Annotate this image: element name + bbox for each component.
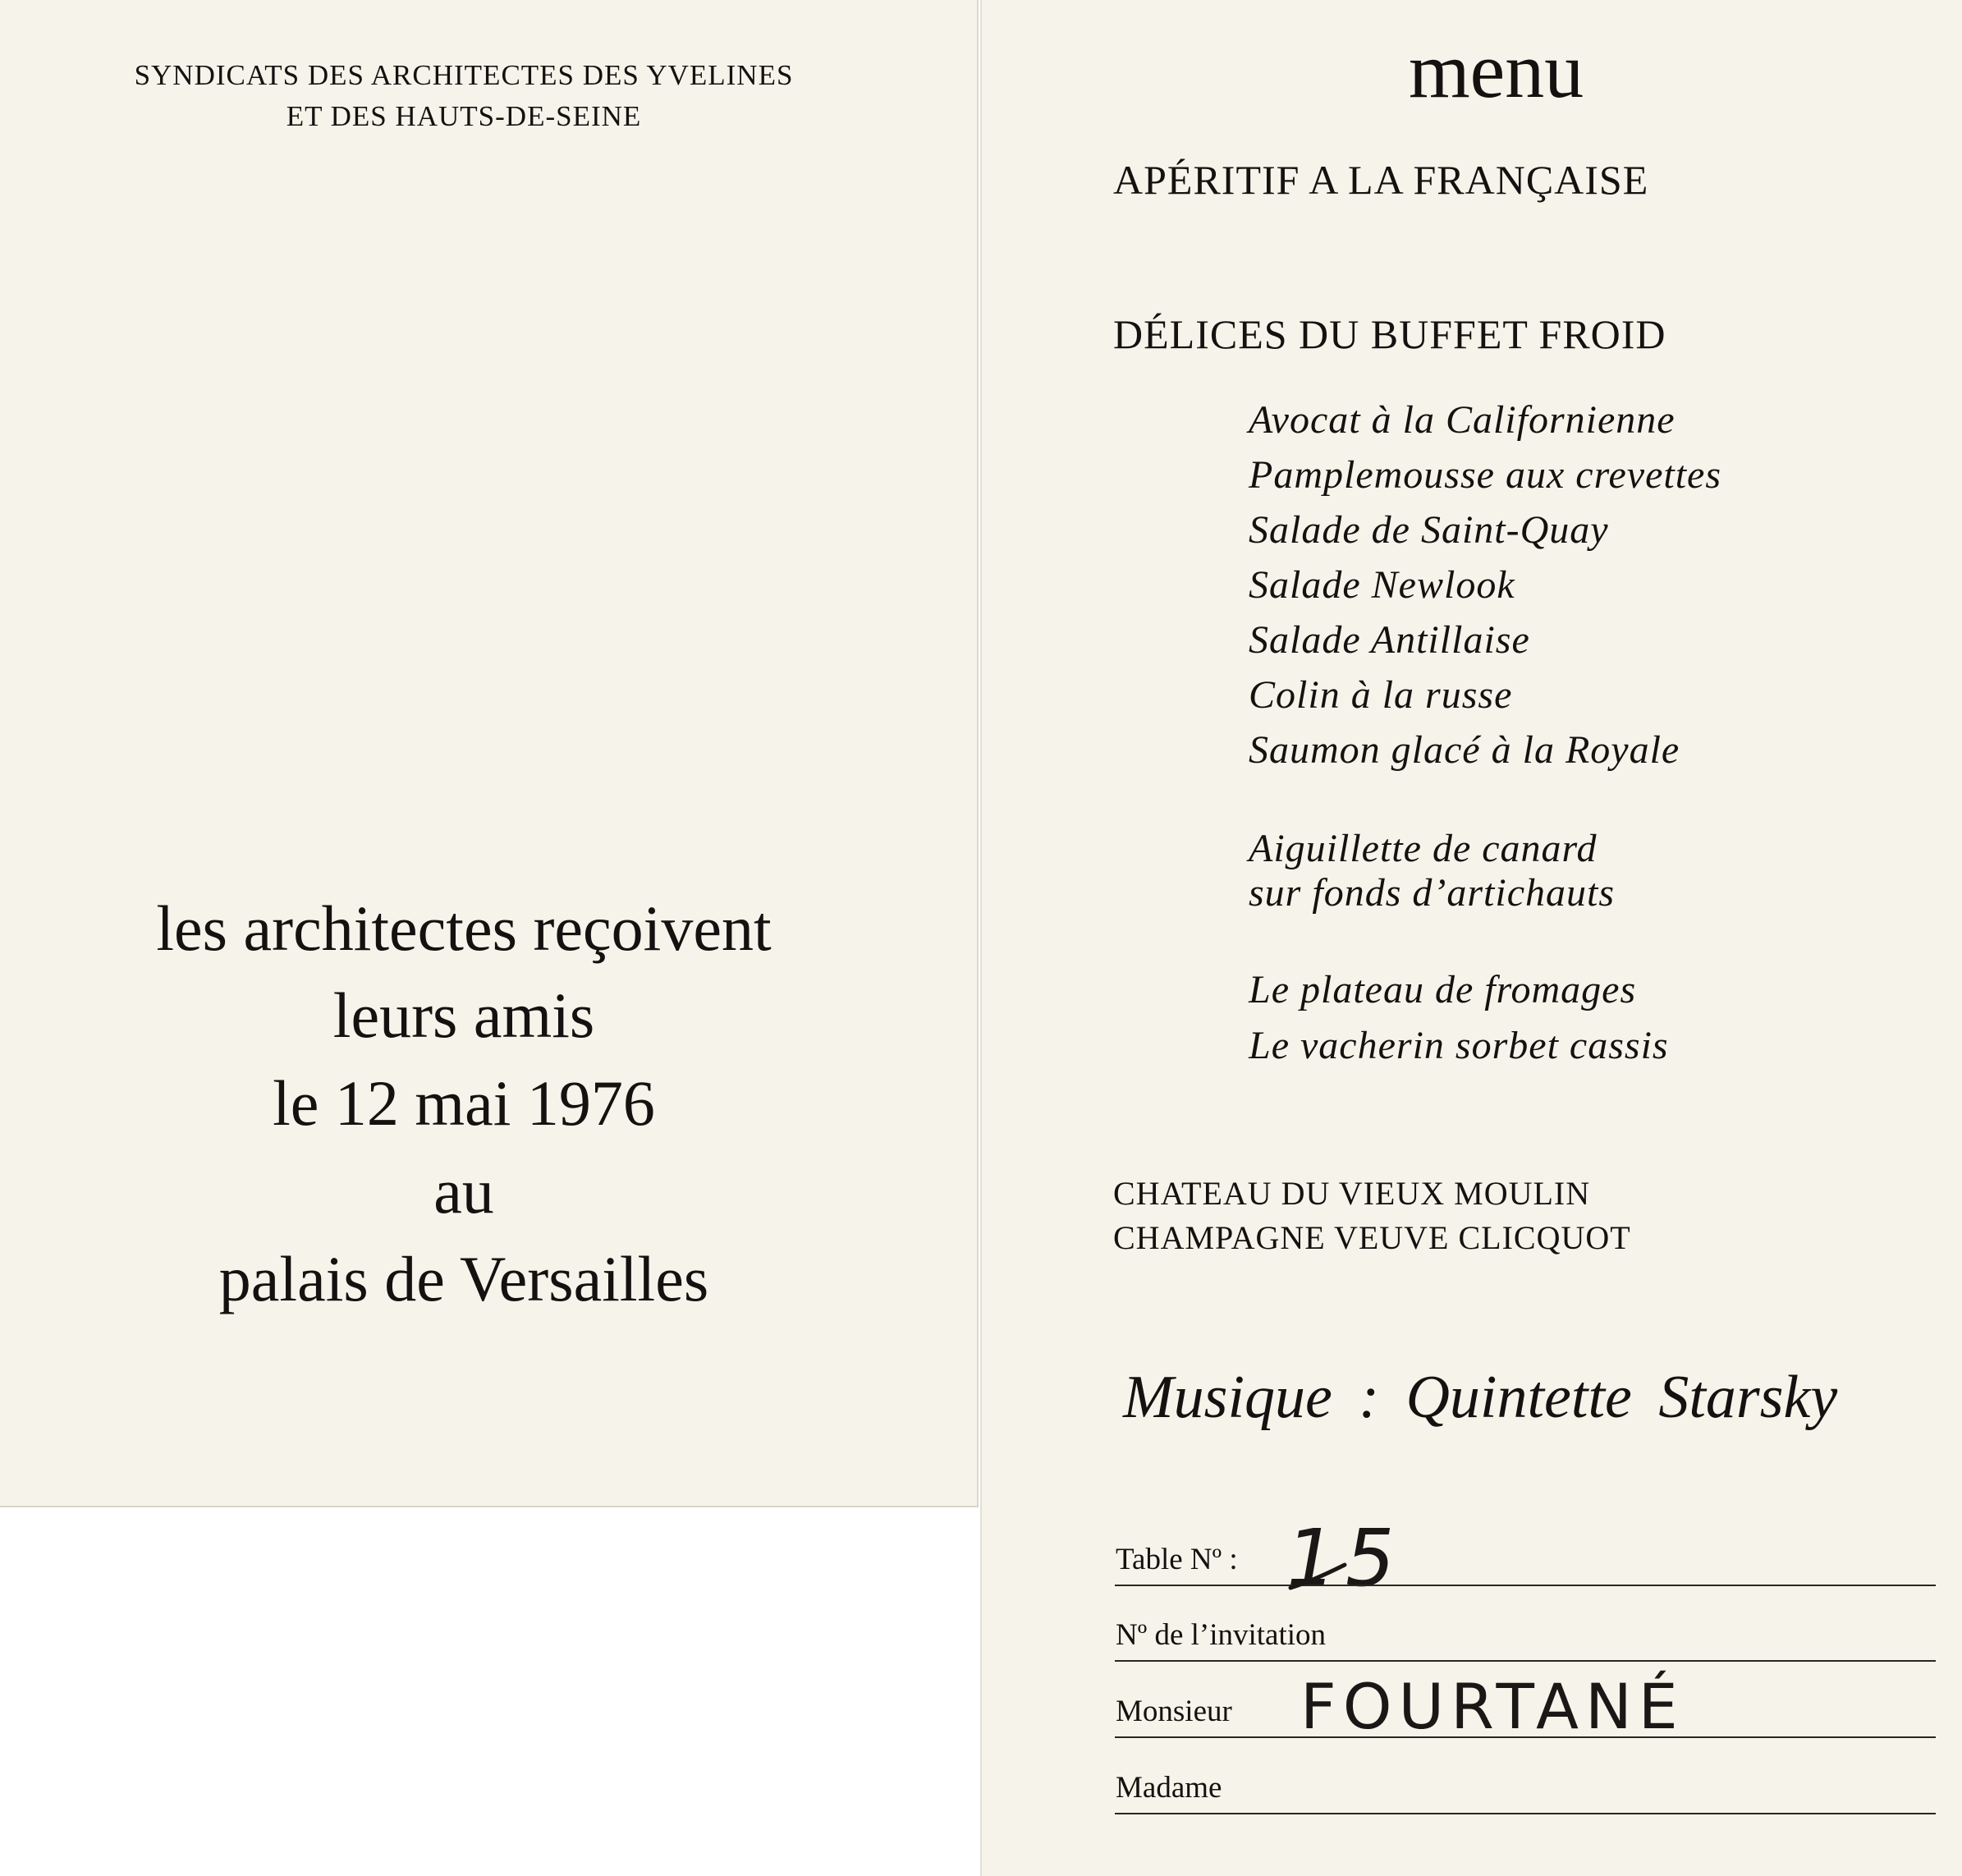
dessert-item: Le vacherin sorbet cassis (1249, 1024, 1669, 1067)
invitation-line-venue: palais de Versailles (218, 1243, 709, 1314)
invitation-line-hosts: les architectes reçoivent (156, 892, 772, 964)
table-number-value: 15 (1277, 1512, 1414, 1604)
monsieur-label: Monsieur (1116, 1695, 1232, 1728)
buffet-item: Pamplemousse aux crevettes (1249, 453, 1722, 497)
handwritten-stroke-icon (1287, 1560, 1353, 1593)
invitation-line-at: au (433, 1155, 494, 1227)
menu-title: menu (1409, 26, 1584, 114)
buffet-item: Salade Newlook (1249, 563, 1515, 607)
monsieur-line (1115, 1736, 1936, 1738)
menu-card (980, 0, 1962, 1876)
invitation-card (0, 0, 979, 1507)
buffet-item: Colin à la russe (1249, 673, 1513, 717)
invitation-line-date: le 12 mai 1976 (273, 1067, 655, 1139)
buffet-heading: DÉLICES DU BUFFET FROID (1113, 311, 1666, 357)
buffet-item: Salade de Saint-Quay (1249, 508, 1609, 552)
buffet-item: Avocat à la Californienne (1249, 398, 1675, 442)
madame-line (1115, 1813, 1936, 1814)
music-line: Musique : Quintette Starsky (1123, 1364, 1838, 1431)
main-course-line-2: sur fonds d’artichauts (1249, 871, 1616, 915)
aperitif-heading: APÉRITIF A LA FRANÇAISE (1113, 157, 1649, 203)
organizer-line-2: ET DES HAUTS-DE-SEINE (286, 100, 642, 132)
table-number-line (1115, 1585, 1936, 1586)
invitation-number-line (1115, 1660, 1936, 1662)
madame-label: Madame (1116, 1771, 1222, 1805)
buffet-item: Saumon glacé à la Royale (1249, 728, 1680, 772)
organizer-line-1: SYNDICATS DES ARCHITECTES DES YVELINES (134, 59, 794, 91)
wine-item: CHATEAU DU VIEUX MOULIN (1113, 1175, 1591, 1212)
monsieur-name-value: FOURTANÉ (1300, 1670, 1685, 1743)
table-number-label: Table Nº : (1116, 1543, 1238, 1576)
invitation-line-guests: leurs amis (332, 979, 595, 1051)
invitation-number-label: Nº de l’invitation (1116, 1618, 1327, 1652)
main-course-line-1: Aiguillette de canard (1249, 827, 1598, 870)
dessert-item: Le plateau de fromages (1249, 968, 1637, 1011)
buffet-item: Salade Antillaise (1249, 618, 1530, 662)
wine-item: CHAMPAGNE VEUVE CLICQUOT (1113, 1219, 1631, 1256)
